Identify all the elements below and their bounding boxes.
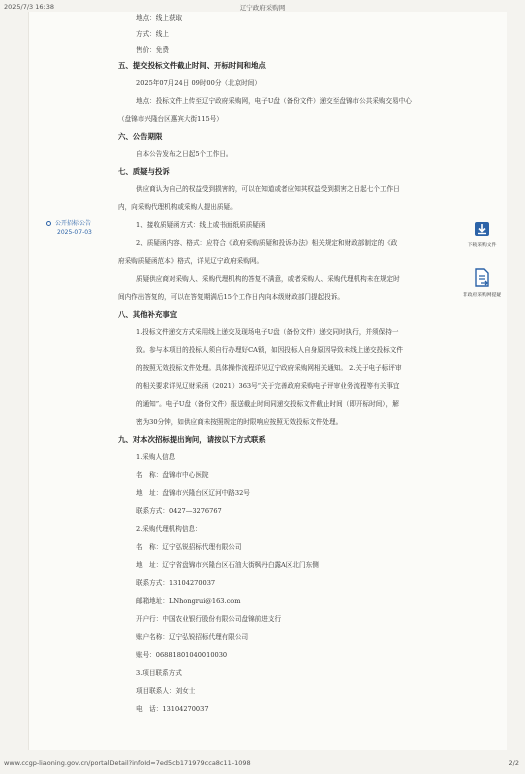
text-line: 供应商认为自己的权益受到损害的，可以在知道或者应知其权益受到损害之日起七个工作日 (136, 185, 400, 193)
text-line: 1、接收质疑函方式：线上或书面纸质质疑函 (136, 221, 266, 229)
page-url: www.ccgp-liaoning.gov.cn/portalDetail?infoId=7ed5cb171979cca8c11-1098 (4, 759, 251, 767)
section-heading: 九、对本次招标提出询问，请按以下方式联系 (118, 435, 266, 444)
text-line: 致。参与本项目的投标人须自行办理好CA锁，如因投标人自身原因导致未线上递交投标文件 (136, 346, 403, 354)
text-line: 3.项目联系方式 (136, 669, 182, 677)
text-line: 地点：线上获取 (136, 14, 183, 22)
document-body (118, 12, 478, 721)
sidebar-label: 公开招标公告 (55, 220, 92, 227)
text-line: 开户行：中国农业银行股份有限公司盘锦前进支行 (136, 615, 282, 623)
doubt-label: 非政府采购网提疑 (462, 293, 502, 298)
text-line: 内，向采购代理机构或采购人提出质疑。 (118, 203, 237, 211)
text-line: 密为30分钟，如供应商未按照规定的时限响应按照无效投标文件处理。 (136, 418, 343, 426)
text-line: 质疑供应商对采购人、采购代理机构的答复不满意，或者采购人、采购代理机构未在规定时 (136, 275, 400, 283)
section-heading: 五、提交投标文件截止时间、开标时间和地点 (118, 61, 266, 70)
text-line: 地点：投标文件上传至辽宁政府采购网，电子U盘（备份文件）递交至盘锦市公共采购交易中心 (136, 97, 412, 105)
text-line: 联系方式：13104270037 (136, 579, 216, 587)
section-heading: 六、公告期限 (118, 132, 163, 141)
section-heading: 八、其他补充事宜 (118, 310, 178, 319)
sidebar-nav-item-announcement[interactable] (46, 218, 92, 236)
text-line: 府采购质疑函范本》格式，详见辽宁政府采购网。 (118, 257, 264, 265)
text-line: 自本公告发布之日起5个工作日。 (136, 150, 233, 158)
text-line: 的按照无效投标文件处理。具体操作流程详见辽宁政府采购网相关通知。 2.关于电子标评审 (136, 364, 402, 372)
text-line: 名 称：盘锦市中心医院 (136, 471, 209, 479)
sidebar-date: 2025-07-03 (57, 229, 92, 236)
text-line: 间内作出答复的，可以在答复期满后15个工作日内向本级财政部门提起投诉。 (118, 293, 344, 301)
text-line: 1.投标文件递交方式采用线上递交及现场电子U盘（备份文件）递交同时执行，并须保持一 (136, 328, 399, 336)
text-line: 2、质疑函内容、格式：应符合《政府采购质疑和投诉办法》相关规定和财政部制定的《政 (136, 239, 398, 247)
text-line: 的通知”。电子U盘（备份文件）报送截止时间同递交投标文件截止时间（即开标时间），解 (136, 400, 399, 408)
download-label: 下载采购文件 (467, 243, 497, 248)
radio-dot-icon (46, 221, 51, 226)
text-line: 2025年07月24日 09时00分（北京时间） (136, 79, 261, 87)
text-line: 联系方式：0427—3276767 (136, 507, 222, 515)
section-heading: 七、质疑与投诉 (118, 167, 170, 176)
text-line: 账户名称：辽宁弘锐招标代理有限公司 (136, 633, 249, 641)
page-number: 2/2 (508, 759, 519, 767)
text-line: 项目联系人：刘女士 (136, 687, 196, 695)
text-line: 售价：免费 (136, 46, 169, 54)
text-line: 邮箱地址：LNhongrui@163.com (136, 597, 241, 605)
text-line: 电 话：13104270037 (136, 705, 209, 713)
text-line: 地 址：辽宁省盘锦市兴隆台区石油大街枫丹白露A区北门东侧 (136, 561, 319, 569)
text-line: 账号：06881801040010030 (136, 651, 228, 659)
text-line: 地 址：盘锦市兴隆台区辽河中路32号 (136, 489, 250, 497)
page-title: 辽宁政府采购网 (239, 4, 286, 12)
text-line: （盘锦市兴隆台区惠宾大街115号） (118, 115, 223, 123)
datetime-header: 2025/7/3 16:38 (4, 3, 54, 11)
text-line: 方式：线上 (136, 30, 169, 38)
text-line: 2.采购代理机构信息： (136, 525, 202, 533)
text-line: 名 称：辽宁弘锐招标代理有限公司 (136, 543, 242, 551)
text-line: 1.采购人信息 (136, 453, 176, 461)
text-line: 的相关要求详见辽财采函（2021）363号“关于完善政府采购电子评审业务流程等有关事宜 (136, 382, 400, 390)
